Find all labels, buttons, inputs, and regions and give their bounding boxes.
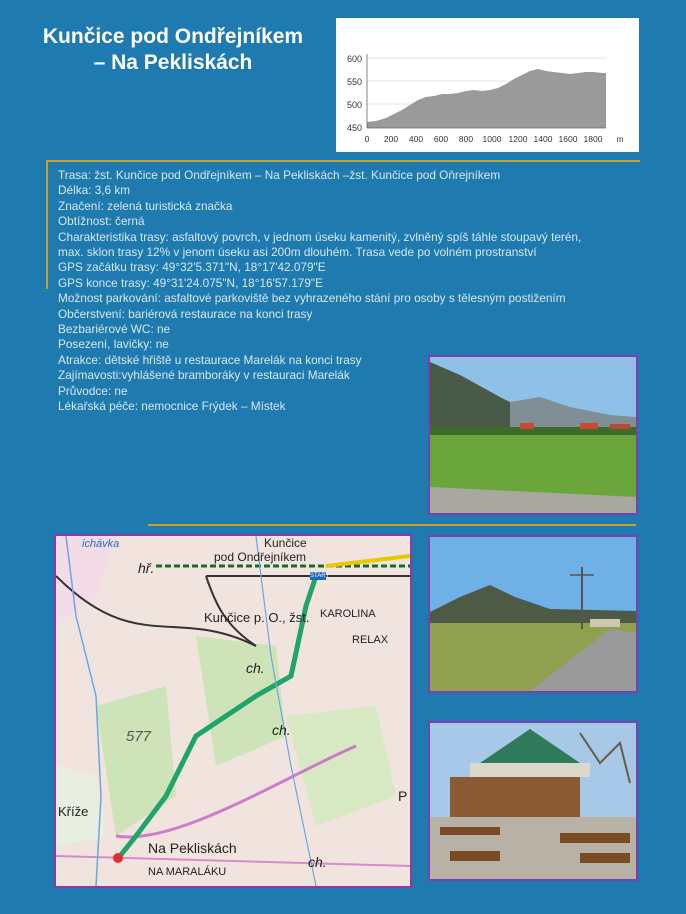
x-tick: 400 bbox=[408, 134, 424, 144]
info-line: Občerstvení: bariérová restaurace na konci trasy bbox=[58, 306, 313, 321]
map-label-maralaku: NA MARALÁKU bbox=[148, 866, 227, 878]
y-tick: 600 bbox=[346, 54, 362, 64]
photo-road bbox=[428, 535, 638, 693]
map-label-town: Kunčice bbox=[264, 536, 307, 550]
title-line-1: Kunčice pod Ondřejníkem bbox=[42, 25, 304, 48]
map-label-krize: Kříže bbox=[58, 804, 89, 819]
map-label-ch1: ch. bbox=[246, 660, 265, 676]
map-label-ch2: ch. bbox=[272, 722, 291, 738]
x-tick: 1800 bbox=[583, 134, 603, 144]
info-line: GPS začátku trasy: 49°32'5.371"N, 18°17'42.079"E bbox=[58, 260, 326, 275]
info-line: Trasa: žst. Kunčice pod Ondřejníkem – Na Pekliskách –žst. Kunčice pod Oňrejníkem bbox=[58, 168, 501, 182]
y-tick: 450 bbox=[346, 123, 362, 133]
y-tick: 500 bbox=[346, 100, 362, 110]
page-title bbox=[14, 24, 332, 76]
info-line: Obtížnost: černá bbox=[58, 214, 145, 229]
info-line: Charakteristika trasy: asfaltový povrch, v jednom úseku kamenitý, zvlněný spíš táhle stoupavý terén, bbox=[58, 229, 582, 244]
map-label-p: P bbox=[398, 788, 408, 804]
map-label-relax: RELAX bbox=[352, 634, 389, 646]
x-tick: 1400 bbox=[533, 134, 553, 144]
x-tick: 600 bbox=[433, 134, 449, 144]
map-label-hr: hř. bbox=[138, 560, 155, 576]
info-line: Možnost parkování: asfaltové parkoviště bez vyhrazeného stání pro osoby s tělesným postižením bbox=[58, 291, 566, 306]
map-label-town2: pod Ondřejníkem bbox=[214, 550, 307, 564]
info-line: Lékařská péče: nemocnice Frýdek – Místek bbox=[58, 399, 286, 414]
y-tick: 550 bbox=[346, 77, 362, 87]
info-line: Atrakce: dětské hřiště u restaurace Marelák na konci trasy bbox=[58, 352, 362, 367]
elevation-profile bbox=[336, 18, 639, 152]
map-label-pekliska: Na Pekliskách bbox=[148, 840, 237, 856]
info-line: Zajímavosti:vyhlášené bramboráky v restauraci Marelák bbox=[58, 368, 350, 383]
x-tick: 800 bbox=[458, 134, 474, 144]
map-label-start: START bbox=[310, 573, 330, 579]
x-tick: 0 bbox=[364, 134, 370, 144]
x-tick: 1000 bbox=[482, 134, 502, 144]
info-line: Posezení, lavičky: ne bbox=[58, 337, 169, 352]
x-tick: 1600 bbox=[558, 134, 578, 144]
info-line: Průvodce: ne bbox=[58, 383, 128, 398]
info-line: GPS konce trasy: 49°31'24.075"N, 18°16'57.179"E bbox=[58, 275, 323, 290]
photo-meadow bbox=[428, 355, 638, 515]
divider bbox=[148, 524, 636, 526]
x-tick: 200 bbox=[383, 134, 399, 144]
info-line: Délka: 3,6 km bbox=[58, 183, 131, 198]
map-label-karolina: KAROLINA bbox=[320, 608, 376, 620]
info-line: max. sklon trasy 12% v jenom úseku asi 200m dlouhém. Trasa vede po volném prostranství bbox=[58, 245, 537, 260]
map-label-ch3: ch. bbox=[308, 854, 327, 870]
map-label-elevation: 577 bbox=[126, 728, 152, 745]
x-unit: m bbox=[616, 134, 624, 144]
route-map bbox=[54, 534, 412, 888]
map-label-station: Kunčice p. O., žst. bbox=[204, 610, 310, 625]
map-label-stream: ichávka bbox=[82, 538, 120, 550]
x-tick: 1200 bbox=[508, 134, 528, 144]
elevation-area bbox=[367, 69, 606, 128]
title-line-2: – Na Pekliskách bbox=[93, 51, 253, 74]
photo-restaurant bbox=[428, 721, 638, 881]
info-line: Bezbariérové WC: ne bbox=[58, 322, 171, 337]
info-line: Značení: zelená turistická značka bbox=[58, 198, 233, 213]
